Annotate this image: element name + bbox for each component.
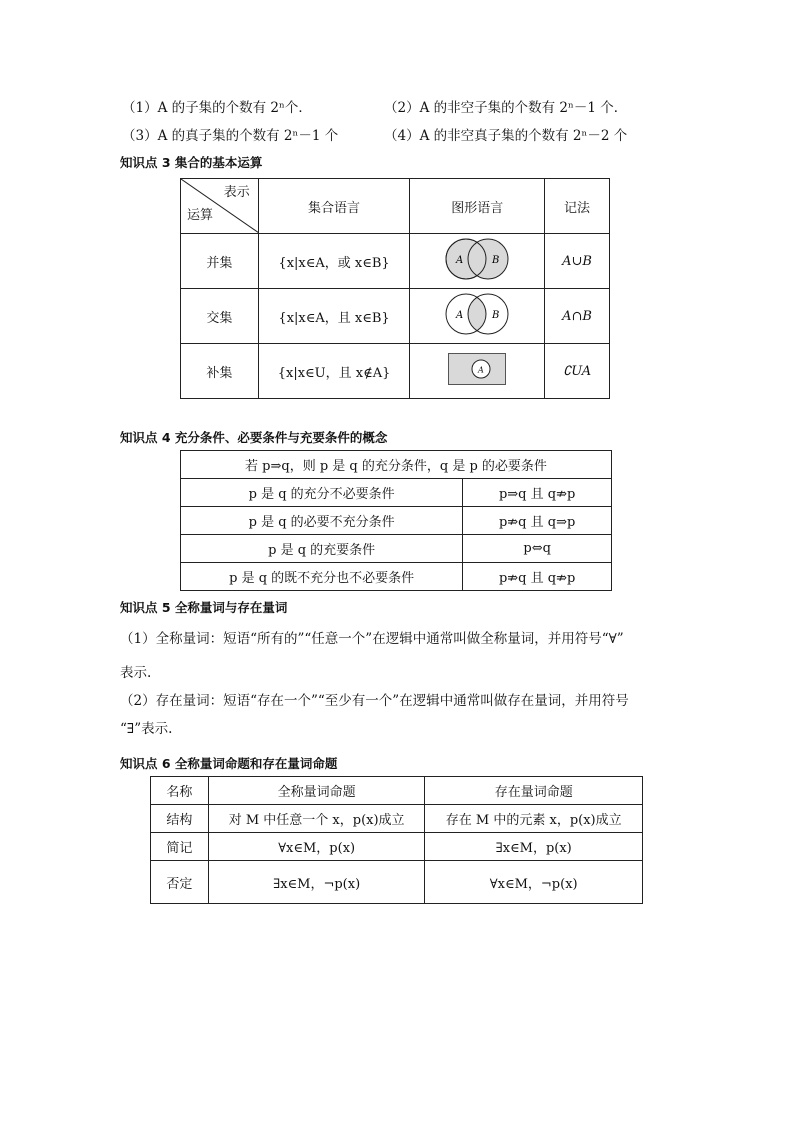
venn-complement-diagram — [448, 353, 506, 385]
quantifier-proposition-table — [150, 776, 643, 904]
header-set-language: 集合语言 — [258, 179, 410, 234]
existential-quantifier-line-1: （2）存在量词：短语“存在一个”“至少有一个”在逻辑中通常叫做存在量词，并用符号 — [120, 693, 629, 709]
existential-cell: ∃x∈M，p(x) — [425, 833, 643, 861]
header-notation: 记法 — [545, 179, 610, 234]
op-language-intersection: {x|x∈A，且 x∈B} — [258, 289, 410, 344]
venn-label-b: B — [492, 310, 500, 321]
header-existential: 存在量词命题 — [425, 777, 643, 805]
header-universal: 全称量词命题 — [208, 777, 425, 805]
corner-bottom-label: 运算 — [187, 208, 214, 223]
existential-quantifier-line-2: “∃”表示. — [120, 721, 173, 737]
corner-cell — [181, 179, 259, 234]
condition-right: p⇏q 且 q⇒p — [463, 507, 612, 535]
venn-complement-cell — [410, 344, 545, 399]
header-graphic-language: 图形语言 — [410, 179, 545, 234]
condition-right: p⇒q 且 q⇏p — [463, 479, 612, 507]
intro-item-4: （4）A 的非空真子集的个数有 2ⁿ－2 个 — [384, 128, 628, 144]
venn-intersection-diagram — [442, 291, 512, 337]
intro-item-1: （1）A 的子集的个数有 2ⁿ个． — [122, 100, 312, 116]
universal-cell: 对 M 中任意一个 x，p(x)成立 — [208, 805, 425, 833]
row-label: 简记 — [151, 833, 209, 861]
section-5-heading: 知识点 5 全称量词与存在量词 — [120, 600, 288, 615]
intro-item-3: （3）A 的真子集的个数有 2ⁿ－1 个 — [122, 128, 339, 144]
op-language-complement: {x|x∈U，且 x∉A} — [258, 344, 410, 399]
section-4-heading: 知识点 4 充分条件、必要条件与充要条件的概念 — [120, 430, 388, 445]
venn-intersection-cell — [410, 289, 545, 344]
op-language-union: {x|x∈A，或 x∈B} — [258, 234, 410, 289]
header-name: 名称 — [151, 777, 209, 805]
condition-right: p⇏q 且 q⇏p — [463, 563, 612, 591]
existential-cell: 存在 M 中的元素 x，p(x)成立 — [425, 805, 643, 833]
venn-label-a: A — [478, 365, 485, 375]
universal-cell: ∃x∈M，¬p(x) — [208, 861, 425, 904]
section-6-heading: 知识点 6 全称量词命题和存在量词命题 — [120, 756, 338, 771]
condition-left: p 是 q 的充要条件 — [181, 535, 463, 563]
universal-quantifier-line-1: （1）全称量词：短语“所有的”“任意一个”在逻辑中通常叫做全称量词，并用符号“∀” — [120, 631, 624, 647]
op-name-union: 并集 — [181, 234, 259, 289]
venn-union-cell — [410, 234, 545, 289]
notation-union: A∪B — [545, 234, 610, 289]
row-label: 否定 — [151, 861, 209, 904]
notation-intersection: A∩B — [545, 289, 610, 344]
universal-cell: ∀x∈M，p(x) — [208, 833, 425, 861]
op-name-intersection: 交集 — [181, 289, 259, 344]
universal-quantifier-line-2: 表示. — [120, 665, 152, 681]
condition-table — [180, 450, 612, 591]
notation-complement: ∁UA — [545, 344, 610, 399]
existential-cell: ∀x∈M，¬p(x) — [425, 861, 643, 904]
venn-label-a: A — [456, 255, 464, 266]
condition-top-row: 若 p⇒q，则 p 是 q 的充分条件，q 是 p 的必要条件 — [181, 451, 612, 479]
venn-label-b: B — [492, 255, 500, 266]
venn-union-diagram — [442, 236, 512, 282]
op-name-complement: 补集 — [181, 344, 259, 399]
intro-item-2: （2）A 的非空子集的个数有 2ⁿ－1 个． — [384, 100, 628, 116]
venn-label-a: A — [456, 310, 464, 321]
row-label: 结构 — [151, 805, 209, 833]
condition-left: p 是 q 的既不充分也不必要条件 — [181, 563, 463, 591]
condition-left: p 是 q 的必要不充分条件 — [181, 507, 463, 535]
section-3-heading: 知识点 3 集合的基本运算 — [120, 155, 263, 170]
set-operations-table — [180, 178, 610, 399]
condition-right: p⇔q — [463, 535, 612, 563]
corner-top-label: 表示 — [223, 185, 250, 200]
condition-left: p 是 q 的充分不必要条件 — [181, 479, 463, 507]
